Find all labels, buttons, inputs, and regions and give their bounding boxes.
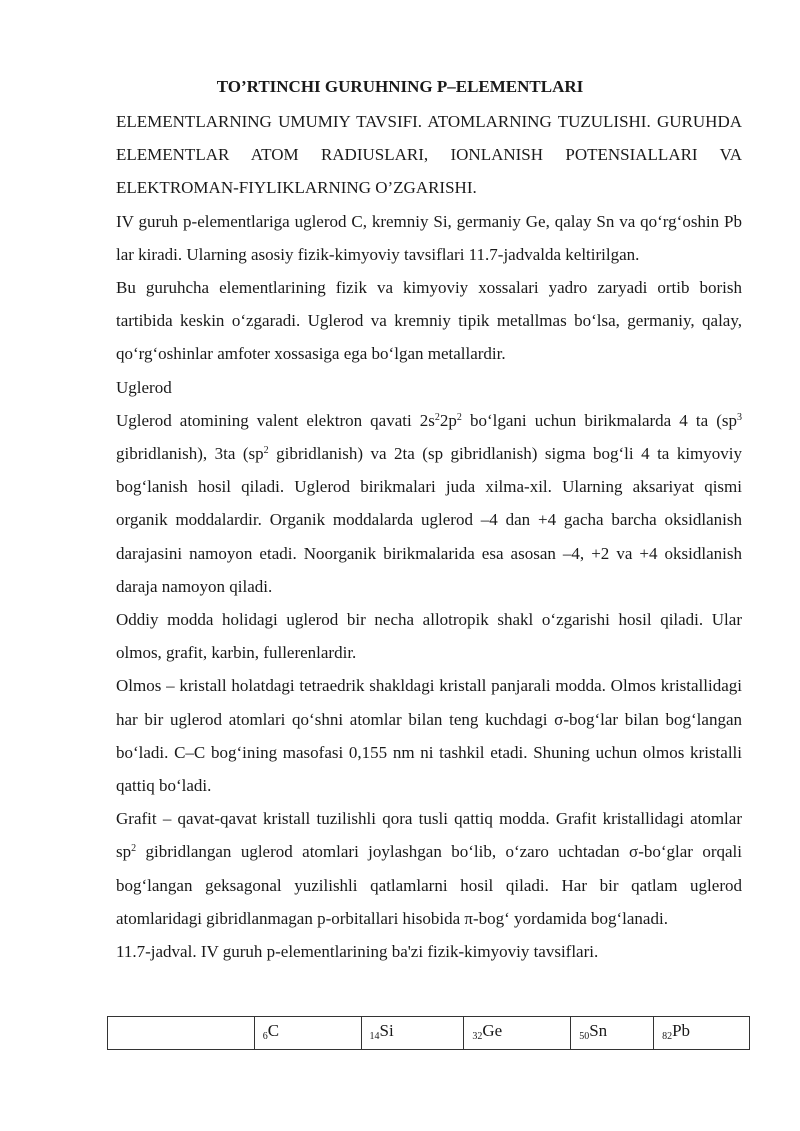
table-header-cell-si: $_{14}$Si [361,1017,464,1050]
subheading-uglerod: Uglerod [116,377,172,397]
table-header-cell-empty [108,1017,255,1050]
document-body [116,105,742,968]
paragraph-olmos: Olmos – kristall holatdagi tetraedrik shakldagi kristall panjarali modda. Olmos kristallidagi har bir uglerod atomlari qo‘shni atomlar bilan teng kuchdagi σ-bog‘lar bilan bog‘langan bo‘ladi. C–C bog‘ining masofasi 0,155 nm ni tashkil etadi. Shuning uchun olmos kristalli qattiq bo‘ladi. [116,676,742,796]
section-heading: ELEMENTLARNING UMUMIY TAVSIFI. ATOMLARNING TUZULISHI. GURUHDA ELEMENTLAR ATOM RADIUSLARI, IONLANISH POTENSIALLARI VA ELEKTROMAN-FIYLIKLARNING O’ZGARISHI. [116,112,742,198]
table-header-cell-ge: $_{32}$Ge [464,1017,571,1050]
table-header-cell-sn: $_{50}$Sn [571,1017,654,1050]
table-header-cell-pb: $_{82}$Pb [654,1017,750,1050]
paragraph-properties: Bu guruhcha elementlarining fizik va kimyoviy xossalari yadro zaryadi ortib borish tartibida keskin o‘zgaradi. Uglerod va kremniy tipik metallmas bo‘lsa, germaniy, qalay, qo‘rg‘oshinlar amfoter xossasiga ega bo‘lgan metallardir. [116,278,742,364]
elements-table [107,1016,750,1050]
paragraph-intro: IV guruh p-elementlariga uglerod C, kremniy Si, germaniy Ge, qalay Sn va qo‘rg‘oshin Pb lar kiradi. Ularning asosiy fizik-kimyoviy tavsiflari 11.7-jadvalda keltirilgan. [116,211,742,264]
table-header-cell-c: $_6$C [254,1017,361,1050]
document-title: TO’RTINCHI GURUHNING P–ELEMENTLARI [216,77,584,96]
paragraph-allotropes: Oddiy modda holidagi uglerod bir necha allotropik shakl o‘zgarishi hosil qiladi. Ular olmos, grafit, karbin, fullerenlardir. [116,610,742,663]
table-caption: 11.7-jadval. IV guruh p-elementlarining ba'zi fizik-kimyoviy tavsiflari. [116,942,599,962]
paragraph-grafit: Grafit – qavat-qavat kristall tuzilishli qora tusli qattiq modda. Grafit kristallidagi atomlar $sp^2$ gibridlangan uglerod atomlari joylashgan bo‘lib, o‘zaro uchtadan σ-bo‘glar orqali bog‘langan geksagonal yuzilishli qatlamlarni hosil qiladi. Har bir qatlam uglerod atomlaridagi gibridlanmagan p-orbitallari hisobida π-bog‘ yordamida bog‘lanadi. [116,809,742,928]
paragraph-valence: Uglerod atomining valent elektron qavati $2s^22p^2$ bo‘lgani uchun birikmalarda 4 ta ($sp^3$ gibridlanish), 3ta ($sp^2$ gibridlanish) va 2ta (sp gibridlanish) sigma bog‘li 4 ta kimyoviy bog‘lanish hosil qiladi. Uglerod birikmalari juda xilma-xil. Ularning aksariyat qismi organik moddalardir. Organik moddalarda uglerod –4 dan +4 gacha barcha oksidlanish darajasini namoyon etadi. Noorganik birikmalarida esa asosan –4, +2 va +4 oksidlanish daraja namoyon qiladi. [116,410,743,596]
table-header-row [108,1017,750,1050]
